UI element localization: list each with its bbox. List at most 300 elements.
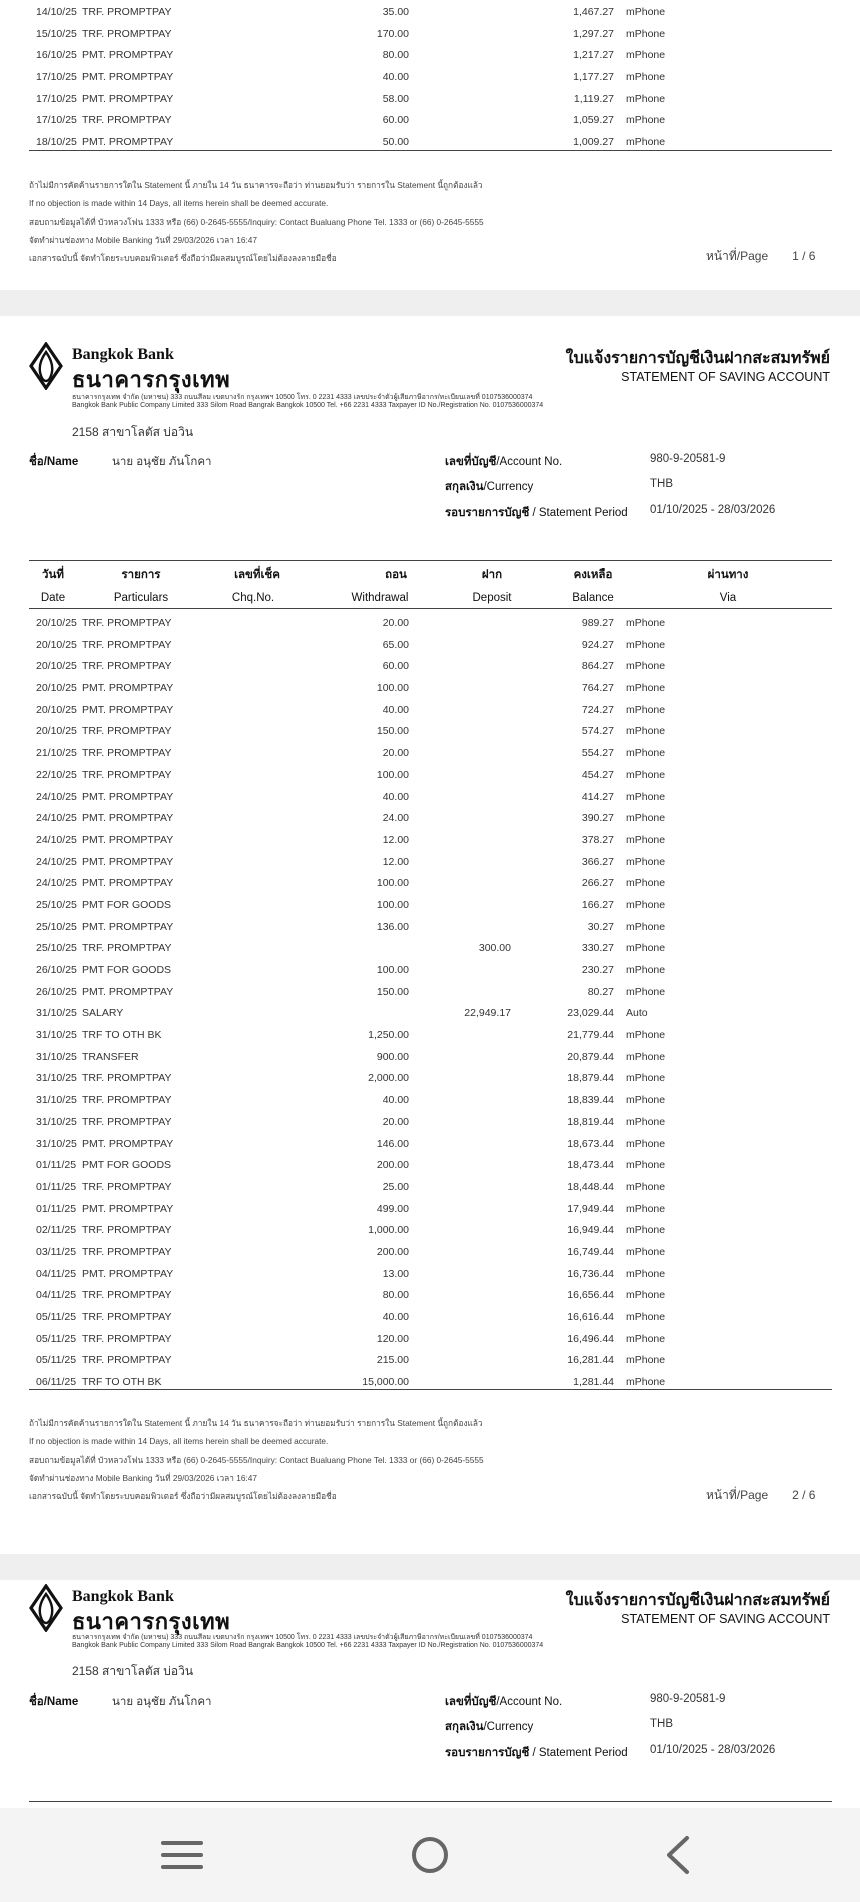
row-particulars: SALARY [82, 1007, 124, 1020]
row-balance: 924.27 [581, 638, 614, 651]
page-separator [0, 290, 860, 316]
col-balance-th: คงเหลือ [573, 569, 613, 581]
row-withdrawal: 60.00 [382, 114, 409, 127]
footer-inquiry: สอบถามข้อมูลได้ที่ บัวหลวงโฟน 1333 หรือ (66) 0-2645-5555/Inquiry: Contact Bualuang Phone Tel. 1333 or (66) 0-2645-5555 [29, 1454, 484, 1465]
row-via: mPhone [626, 49, 666, 62]
col-particulars-th: รายการ [121, 569, 161, 581]
table-row [0, 829, 860, 851]
page-value: 2 / 6 [792, 1488, 816, 1502]
row-balance: 230.27 [581, 964, 614, 976]
col-date-th: วันที่ [42, 569, 64, 581]
row-date: 25/10/25 [36, 898, 77, 911]
row-balance: 366.27 [581, 855, 614, 868]
row-balance: 30.27 [587, 920, 614, 933]
account-no-value: 980-9-20581-9 [650, 453, 726, 465]
bank-name-th: ธนาคารกรุงเทพ [72, 368, 231, 393]
col-chq-en: Chq.No. [231, 592, 275, 604]
row-via: mPhone [626, 1376, 666, 1389]
row-particulars: TRF. PROMPTPAY [82, 1224, 172, 1237]
row-date: 15/10/25 [36, 27, 77, 40]
row-date: 31/10/25 [36, 1029, 77, 1042]
circle-home-icon [370, 1808, 490, 1902]
footer-objection-en: If no objection is made within 14 Days, all items herein shall be deemed accurate. [29, 198, 329, 209]
bangkok-bank-logo-icon [28, 1584, 64, 1632]
statement-title-en: STATEMENT OF SAVING ACCOUNT [621, 370, 830, 384]
row-particulars: TRF. PROMPTPAY [82, 1072, 172, 1085]
row-via: mPhone [626, 747, 666, 760]
row-particulars: TRF. PROMPTPAY [82, 6, 172, 18]
row-via: mPhone [626, 920, 666, 933]
statement-title-th: ใบแจ้งรายการบัญชีเงินฝากสะสมทรัพย์ [565, 1592, 830, 1609]
row-withdrawal: 150.00 [376, 725, 409, 738]
currency-label-en: /Currency [483, 481, 534, 493]
row-particulars: TRF. PROMPTPAY [82, 638, 172, 651]
row-via: mPhone [626, 942, 666, 955]
row-date: 05/11/25 [36, 1354, 77, 1367]
system-navigation-bar [0, 1808, 860, 1902]
statement-period-label [445, 1744, 628, 1762]
table-row [0, 1002, 860, 1024]
row-date: 04/11/25 [36, 1289, 77, 1302]
row-withdrawal: 15,000.00 [362, 1376, 409, 1389]
account-label-en: /Account No. [496, 1696, 563, 1708]
row-via: mPhone [626, 1029, 666, 1042]
row-balance: 1,009.27 [573, 136, 614, 149]
statement-title-en: STATEMENT OF SAVING ACCOUNT [621, 1612, 830, 1626]
row-date: 06/11/25 [36, 1376, 77, 1389]
row-withdrawal: 170.00 [376, 27, 409, 40]
statement-period-label [445, 504, 628, 522]
row-withdrawal: 100.00 [376, 964, 409, 976]
row-withdrawal: 2,000.00 [368, 1072, 409, 1085]
row-balance: 20,879.44 [567, 1050, 614, 1063]
row-balance: 16,281.44 [567, 1354, 614, 1367]
row-via: mPhone [626, 1289, 666, 1302]
statement-title-th: ใบแจ้งรายการบัญชีเงินฝากสะสมทรัพย์ [565, 350, 830, 367]
row-balance: 18,879.44 [567, 1072, 614, 1085]
row-via: mPhone [626, 1202, 666, 1215]
statement-period-value: 01/10/2025 - 28/03/2026 [650, 1744, 776, 1756]
row-balance: 18,473.44 [567, 1159, 614, 1172]
row-particulars: PMT FOR GOODS [82, 964, 172, 976]
footer-generated: จัดทำผ่านช่องทาง Mobile Banking วันที่ 29/03/2026 เวลา 16:47 [29, 234, 257, 245]
currency-label [445, 478, 533, 496]
bangkok-bank-logo-icon [28, 342, 64, 390]
row-via: mPhone [626, 725, 666, 738]
row-via: mPhone [626, 682, 666, 695]
row-via: mPhone [626, 898, 666, 911]
row-balance: 414.27 [581, 790, 614, 803]
row-withdrawal: 215.00 [376, 1354, 409, 1367]
table-row [0, 1, 860, 23]
currency-value: THB [650, 478, 673, 490]
transaction-list-page-2 [0, 612, 860, 1393]
footer-inquiry: สอบถามข้อมูลได้ที่ บัวหลวงโฟน 1333 หรือ (66) 0-2645-5555/Inquiry: Contact Bualuang Phone Tel. 1333 or (66) 0-2645-5555 [29, 216, 484, 227]
row-date: 31/10/25 [36, 1072, 77, 1085]
table-row [0, 655, 860, 677]
row-via: mPhone [626, 812, 666, 825]
row-via: mPhone [626, 638, 666, 651]
row-via: mPhone [626, 92, 666, 105]
account-no-label [445, 453, 562, 471]
row-particulars: TRF. PROMPTPAY [82, 747, 172, 760]
row-withdrawal: 40.00 [382, 1311, 409, 1323]
table-bottom-rule [29, 1389, 832, 1390]
table-row [0, 612, 860, 634]
row-withdrawal: 499.00 [376, 1202, 409, 1215]
row-date: 20/10/25 [36, 725, 77, 738]
currency-label [445, 1718, 533, 1736]
row-via: mPhone [626, 660, 666, 673]
row-via: Auto [626, 1007, 648, 1020]
row-via: mPhone [626, 1354, 666, 1367]
row-balance: 16,736.44 [567, 1267, 614, 1280]
row-balance: 16,616.44 [567, 1311, 614, 1323]
row-withdrawal: 20.00 [382, 747, 409, 760]
table-row [0, 981, 860, 1003]
statement-period-value: 01/10/2025 - 28/03/2026 [650, 504, 776, 516]
row-withdrawal: 65.00 [382, 638, 409, 651]
row-balance: 1,059.27 [573, 114, 614, 127]
table-row [0, 677, 860, 699]
row-via: mPhone [626, 1115, 666, 1128]
table-row [0, 786, 860, 808]
row-date: 02/11/25 [36, 1224, 77, 1237]
row-withdrawal: 40.00 [382, 71, 409, 84]
row-particulars: TRF. PROMPTPAY [82, 1245, 172, 1258]
back-button[interactable] [617, 1808, 737, 1902]
row-balance: 266.27 [581, 877, 614, 890]
row-balance: 378.27 [581, 833, 614, 846]
row-balance: 330.27 [581, 942, 614, 955]
row-date: 24/10/25 [36, 833, 77, 846]
page-separator [0, 1554, 860, 1580]
bank-name-en: Bangkok Bank [72, 1588, 174, 1605]
row-date: 20/10/25 [36, 638, 77, 651]
col-particulars-en: Particulars [113, 592, 169, 604]
row-via: mPhone [626, 855, 666, 868]
account-no-label [445, 1693, 562, 1711]
table-row [0, 109, 860, 131]
row-date: 01/11/25 [36, 1180, 77, 1193]
row-balance: 390.27 [581, 812, 614, 825]
row-via: mPhone [626, 136, 666, 149]
row-particulars: PMT. PROMPTPAY [82, 682, 174, 695]
row-particulars: TRF. PROMPTPAY [82, 725, 172, 738]
table-row [0, 894, 860, 916]
row-balance: 16,656.44 [567, 1289, 614, 1302]
row-particulars: PMT. PROMPTPAY [82, 71, 174, 84]
row-via: mPhone [626, 1224, 666, 1237]
row-particulars: PMT. PROMPTPAY [82, 920, 174, 933]
row-balance: 454.27 [581, 768, 614, 781]
row-withdrawal: 60.00 [382, 660, 409, 673]
row-via: mPhone [626, 6, 666, 18]
table-row [0, 720, 860, 742]
row-balance: 18,448.44 [567, 1180, 614, 1193]
row-particulars: PMT. PROMPTPAY [82, 703, 174, 716]
row-date: 26/10/25 [36, 985, 77, 998]
page-label: หน้าที่/Page [706, 249, 769, 263]
branch-name: 2158 สาขาโลตัส บ่อวิน [72, 1664, 194, 1678]
footer-computer-generated: เอกสารฉบับนี้ จัดทำโดยระบบคอมพิวเตอร์ ซึ่งถือว่ามีผลสมบูรณ์โดยไม่ต้องลงลายมือชื่อ [29, 1491, 337, 1502]
row-withdrawal: 100.00 [376, 768, 409, 781]
row-via: mPhone [626, 114, 666, 127]
row-withdrawal: 900.00 [376, 1050, 409, 1063]
table-row [0, 1241, 860, 1263]
row-particulars: PMT. PROMPTPAY [82, 790, 174, 803]
row-balance: 1,281.44 [573, 1376, 614, 1389]
page-value: 1 / 6 [792, 249, 816, 263]
row-particulars: TRF. PROMPTPAY [82, 1094, 172, 1107]
statement-page-3 [0, 1580, 860, 1808]
table-row [0, 916, 860, 938]
row-withdrawal: 20.00 [382, 1115, 409, 1128]
row-date: 17/10/25 [36, 114, 77, 127]
row-balance: 764.27 [581, 682, 614, 695]
row-balance: 80.27 [587, 985, 614, 998]
table-row [0, 23, 860, 45]
row-particulars: PMT. PROMPTPAY [82, 1267, 174, 1280]
row-particulars: TRF. PROMPTPAY [82, 617, 172, 629]
row-withdrawal: 12.00 [382, 855, 409, 868]
row-withdrawal: 80.00 [382, 1289, 409, 1302]
footer-generated: จัดทำผ่านช่องทาง Mobile Banking วันที่ 29/03/2026 เวลา 16:47 [29, 1472, 257, 1483]
row-balance: 21,779.44 [567, 1029, 614, 1042]
table-row [0, 1328, 860, 1350]
row-withdrawal: 50.00 [382, 136, 409, 149]
row-date: 31/10/25 [36, 1094, 77, 1107]
row-particulars: TRF. PROMPTPAY [82, 1115, 172, 1128]
row-via: mPhone [626, 768, 666, 781]
name-label: ชื่อ/Name [29, 1696, 79, 1708]
row-withdrawal: 1,250.00 [368, 1029, 409, 1042]
table-row [0, 1284, 860, 1306]
col-withdrawal-en: Withdrawal [351, 592, 409, 604]
table-row [0, 1176, 860, 1198]
recents-button[interactable] [122, 1808, 242, 1902]
row-date: 05/11/25 [36, 1332, 77, 1345]
row-date: 31/10/25 [36, 1007, 77, 1020]
footer-objection-th: ถ้าไม่มีการคัดค้านรายการใดใน Statement นี้ ภายใน 14 วัน ธนาคารจะถือว่า ท่านยอมรับว่า รายการใน Statement นี้ถูกต้องแล้ว [29, 1418, 483, 1428]
page-label: หน้าที่/Page [706, 1488, 769, 1502]
row-withdrawal: 100.00 [376, 898, 409, 911]
statement-page-2 [0, 316, 860, 1554]
row-particulars: PMT. PROMPTPAY [82, 136, 174, 149]
page-number-1 [706, 247, 815, 266]
row-date: 24/10/25 [36, 790, 77, 803]
table-row [0, 937, 860, 959]
bank-address-th: ธนาคารกรุงเทพ จำกัด (มหาชน) 333 ถนนสีลม เขตบางรัก กรุงเทพฯ 10500 โทร. 0 2231 4333 เลขประจำตัวผู้เสียภาษีอากร/ทะเบียนเลขที่ 0107536000374 [72, 1634, 533, 1641]
menu-lines-icon [122, 1808, 242, 1902]
col-balance-en: Balance [572, 592, 614, 604]
row-particulars: TRANSFER [82, 1050, 139, 1063]
footer-objection-th: ถ้าไม่มีการคัดค้านรายการใดใน Statement นี้ ภายใน 14 วัน ธนาคารจะถือว่า ท่านยอมรับว่า รายการใน Statement นี้ถูกต้องแล้ว [29, 180, 483, 190]
row-withdrawal: 25.00 [382, 1180, 409, 1193]
row-via: mPhone [626, 703, 666, 716]
table-top-rule [29, 1801, 832, 1802]
row-particulars: TRF. PROMPTPAY [82, 768, 172, 781]
row-particulars: TRF. PROMPTPAY [82, 27, 172, 40]
table-row [0, 1046, 860, 1068]
row-date: 31/10/25 [36, 1050, 77, 1063]
row-balance: 166.27 [581, 898, 614, 911]
row-balance: 1,467.27 [573, 6, 614, 18]
row-date: 05/11/25 [36, 1311, 77, 1323]
row-particulars: TRF. PROMPTPAY [82, 660, 172, 673]
row-deposit: 22,949.17 [464, 1007, 511, 1020]
row-balance: 16,496.44 [567, 1332, 614, 1345]
account-label-th: เลขที่บัญชี [445, 456, 497, 468]
account-label-en: /Account No. [496, 456, 563, 468]
row-via: mPhone [626, 71, 666, 84]
row-via: mPhone [626, 1072, 666, 1085]
row-via: mPhone [626, 27, 666, 40]
row-date: 17/10/25 [36, 92, 77, 105]
table-row [0, 807, 860, 829]
col-deposit-en: Deposit [472, 592, 512, 604]
table-header-rule [29, 608, 832, 609]
row-withdrawal: 58.00 [382, 92, 409, 105]
row-withdrawal: 150.00 [376, 985, 409, 998]
row-date: 20/10/25 [36, 703, 77, 716]
row-date: 16/10/25 [36, 49, 77, 62]
row-particulars: PMT. PROMPTPAY [82, 49, 174, 62]
table-row [0, 1349, 860, 1371]
row-withdrawal: 1,000.00 [368, 1224, 409, 1237]
row-date: 26/10/25 [36, 964, 77, 976]
account-label-th: เลขที่บัญชี [445, 1696, 497, 1708]
row-particulars: PMT FOR GOODS [82, 898, 172, 911]
bank-address-en: Bangkok Bank Public Company Limited 333 Silom Road Bangrak Bangkok 10500 Tel. +66 2231 4333 Taxpayer ID No./Registration No. 0107536000374 [72, 402, 544, 409]
home-button[interactable] [370, 1808, 490, 1902]
table-row [0, 1306, 860, 1328]
table-row [0, 699, 860, 721]
row-balance: 574.27 [581, 725, 614, 738]
row-withdrawal: 80.00 [382, 49, 409, 62]
row-particulars: PMT. PROMPTPAY [82, 1137, 174, 1150]
row-balance: 17,949.44 [567, 1202, 614, 1215]
row-particulars: PMT. PROMPTPAY [82, 812, 174, 825]
table-row [0, 1198, 860, 1220]
table-row [0, 1154, 860, 1176]
name-label: ชื่อ/Name [29, 456, 79, 468]
period-label-th: รอบรายการบัญชี [445, 507, 530, 519]
row-balance: 1,297.27 [573, 27, 614, 40]
currency-label-th: สกุลเงิน [445, 481, 484, 493]
table-bottom-rule [29, 150, 832, 151]
page-number-2 [706, 1486, 815, 1505]
row-via: mPhone [626, 964, 666, 976]
row-withdrawal: 12.00 [382, 833, 409, 846]
table-row [0, 872, 860, 894]
row-balance: 18,819.44 [567, 1115, 614, 1128]
row-via: mPhone [626, 985, 666, 998]
row-particulars: PMT. PROMPTPAY [82, 877, 174, 890]
row-date: 04/11/25 [36, 1267, 77, 1280]
row-particulars: TRF TO OTH BK [82, 1376, 162, 1389]
table-row [0, 88, 860, 110]
row-particulars: PMT FOR GOODS [82, 1159, 172, 1172]
account-no-value: 980-9-20581-9 [650, 1693, 726, 1705]
row-date: 01/11/25 [36, 1159, 77, 1172]
table-row [0, 742, 860, 764]
row-date: 18/10/25 [36, 136, 77, 149]
row-date: 21/10/25 [36, 747, 77, 760]
row-balance: 989.27 [581, 617, 614, 629]
row-withdrawal: 200.00 [376, 1159, 409, 1172]
bank-name-en: Bangkok Bank [72, 346, 174, 363]
table-row [0, 44, 860, 66]
row-withdrawal: 40.00 [382, 790, 409, 803]
row-particulars: TRF. PROMPTPAY [82, 1354, 172, 1367]
row-balance: 554.27 [581, 747, 614, 760]
row-balance: 1,217.27 [573, 49, 614, 62]
row-balance: 18,673.44 [567, 1137, 614, 1150]
transaction-list-page-1 [0, 1, 860, 153]
row-date: 20/10/25 [36, 660, 77, 673]
currency-label-en: /Currency [483, 1721, 534, 1733]
row-particulars: PMT. PROMPTPAY [82, 1202, 174, 1215]
row-balance: 864.27 [581, 660, 614, 673]
row-via: mPhone [626, 1159, 666, 1172]
col-chq-th: เลขที่เช็ค [234, 569, 280, 581]
table-row [0, 66, 860, 88]
branch-name: 2158 สาขาโลตัส บ่อวิน [72, 425, 194, 439]
row-via: mPhone [626, 1050, 666, 1063]
row-balance: 1,119.27 [573, 92, 614, 105]
row-via: mPhone [626, 1311, 666, 1323]
period-label-th: รอบรายการบัญชี [445, 1747, 530, 1759]
row-date: 01/11/25 [36, 1202, 77, 1215]
customer-name: นาย อนุชัย ภันโกคา [112, 456, 212, 468]
row-particulars: PMT. PROMPTPAY [82, 92, 174, 105]
row-balance: 16,749.44 [567, 1245, 614, 1258]
row-particulars: TRF. PROMPTPAY [82, 114, 172, 127]
table-row [0, 634, 860, 656]
row-withdrawal: 100.00 [376, 877, 409, 890]
row-date: 17/10/25 [36, 71, 77, 84]
row-via: mPhone [626, 1094, 666, 1107]
bank-name-th: ธนาคารกรุงเทพ [72, 1610, 231, 1635]
table-row [0, 1024, 860, 1046]
row-particulars: PMT. PROMPTPAY [82, 985, 174, 998]
row-balance: 16,949.44 [567, 1224, 614, 1237]
col-withdrawal-th: ถอน [385, 569, 407, 581]
table-row [0, 1089, 860, 1111]
table-row [0, 851, 860, 873]
row-date: 20/10/25 [36, 682, 77, 695]
row-particulars: PMT. PROMPTPAY [82, 855, 174, 868]
table-row [0, 959, 860, 981]
row-deposit: 300.00 [478, 942, 511, 955]
table-row [0, 764, 860, 786]
row-withdrawal: 100.00 [376, 682, 409, 695]
row-particulars: TRF. PROMPTPAY [82, 1332, 172, 1345]
row-date: 24/10/25 [36, 812, 77, 825]
chevron-back-icon [617, 1808, 737, 1902]
row-withdrawal: 200.00 [376, 1245, 409, 1258]
row-date: 20/10/25 [36, 617, 77, 629]
table-row [0, 1111, 860, 1133]
row-particulars: PMT. PROMPTPAY [82, 833, 174, 846]
row-date: 14/10/25 [36, 6, 77, 18]
row-date: 31/10/25 [36, 1115, 77, 1128]
row-particulars: TRF. PROMPTPAY [82, 942, 172, 955]
row-withdrawal: 120.00 [376, 1332, 409, 1345]
footer-computer-generated: เอกสารฉบับนี้ จัดทำโดยระบบคอมพิวเตอร์ ซึ่งถือว่ามีผลสมบูรณ์โดยไม่ต้องลงลายมือชื่อ [29, 253, 337, 264]
row-withdrawal: 136.00 [376, 920, 409, 933]
